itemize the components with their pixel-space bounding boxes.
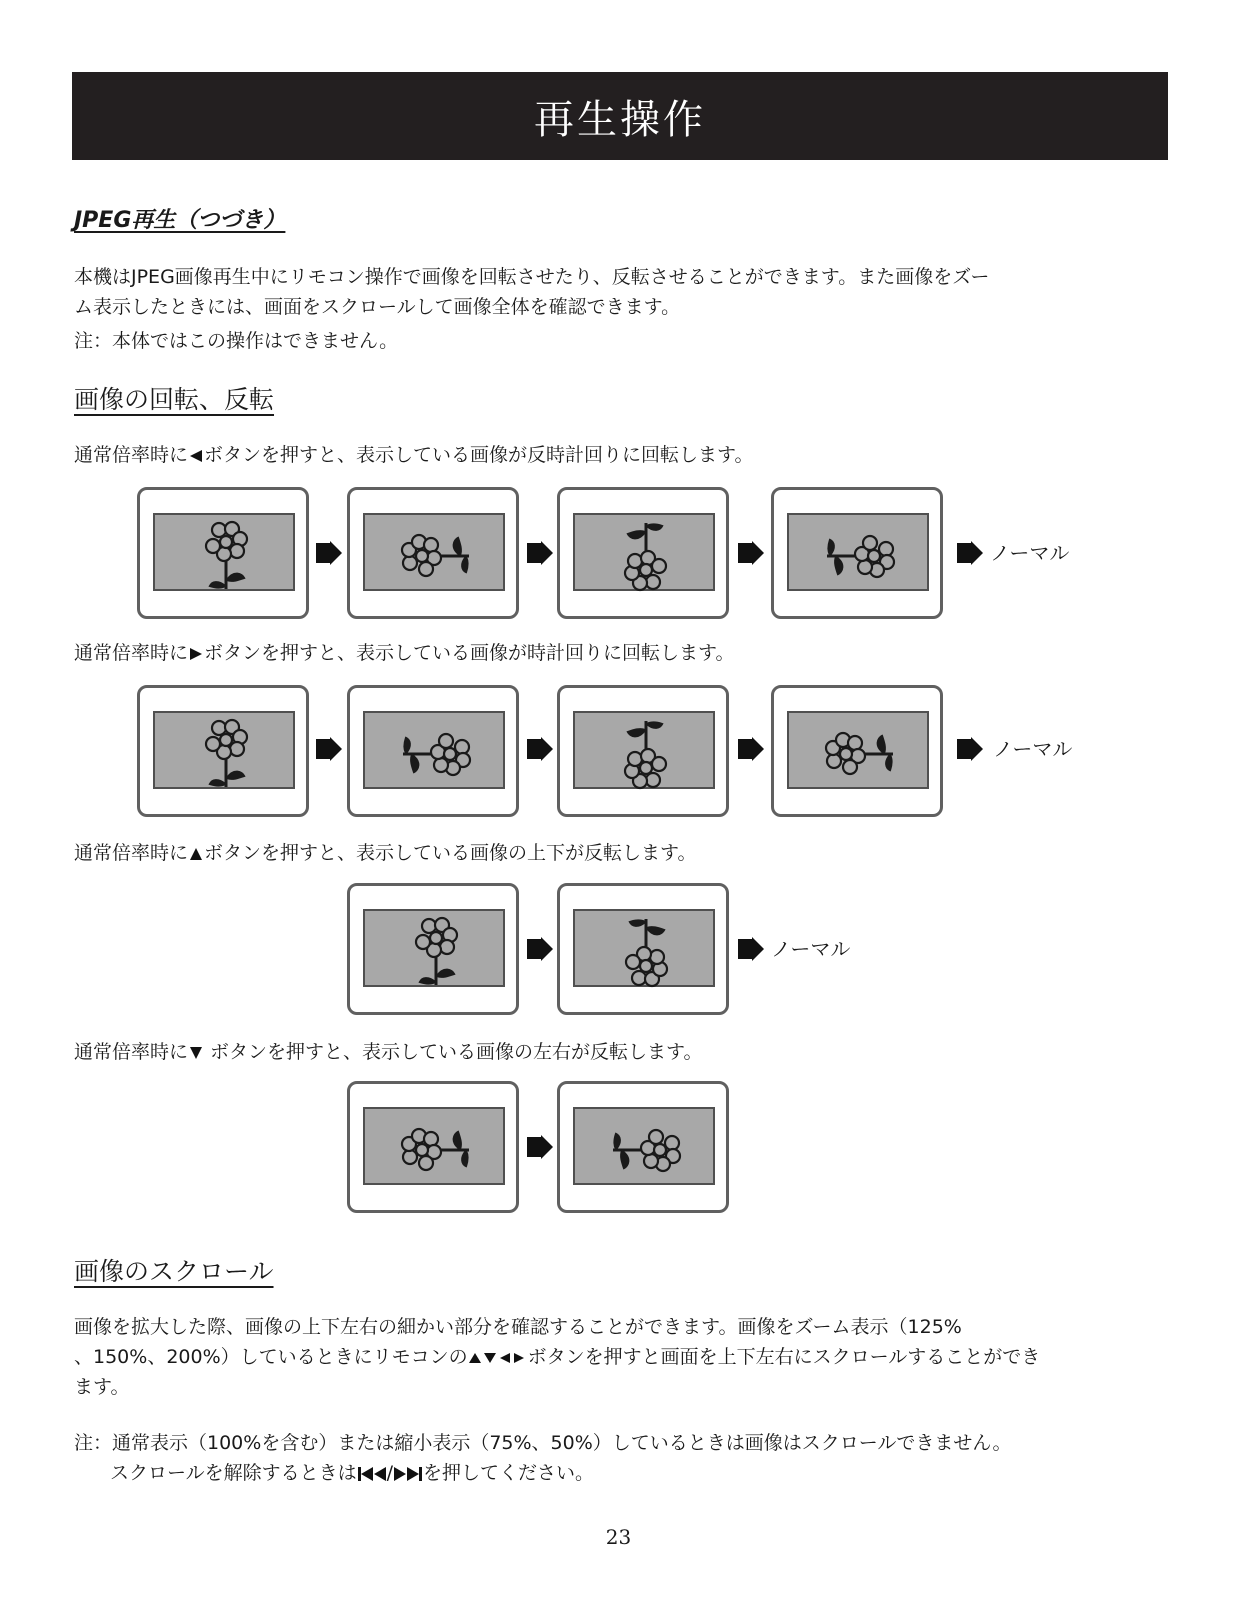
flower-rotated-ccw-icon [774,688,946,820]
right-arrow-icon [738,539,764,567]
scroll-line-after: ボタンを押すと画面を上下左右にスクロールすることができ [527,1346,1041,1368]
flip-vertical-sequence [0,883,1237,1023]
intro-paragraph [74,262,989,356]
rotate-heading: 画像の回転、反転 [74,385,275,414]
screen-panel [347,487,519,619]
normal-label: ノーマル [771,937,851,961]
normal-label: ノーマル [990,541,1070,565]
intro-note: 注：本体ではこの操作はできません。 [74,330,399,352]
right-arrow-icon [738,735,764,763]
rotate-right-text-before: 通常倍率時に [74,642,189,664]
flower-flipped-vertical-icon [560,886,732,1018]
flower-rotated-ccw-icon [350,490,522,622]
right-triangle-icon [188,646,204,662]
flower-rotated-cw-icon [350,688,522,820]
up-triangle-icon [188,846,204,862]
rotate-right-text [74,638,735,668]
flower-upright-icon [140,688,312,820]
page-title-banner [72,72,1168,160]
flip-horizontal-text [74,1037,703,1067]
flower-flipped-horizontal-icon [560,1084,732,1216]
rotate-left-text-before: 通常倍率時に [74,444,189,466]
direction-buttons-icon [468,1351,528,1365]
rotate-right-sequence [0,685,1237,825]
right-arrow-icon [316,539,342,567]
scroll-note-before: スクロールを解除するときは [110,1462,357,1484]
rotate-left-sequence [0,487,1237,627]
screen-panel [347,685,519,817]
right-arrow-icon [527,935,553,963]
screen-panel [347,883,519,1015]
right-arrow-icon [527,539,553,567]
screen-panel [557,883,729,1015]
rotate-left-text [74,440,754,470]
page-title: 再生操作 [534,96,706,143]
intro-line: ム表示したときには、画面をスクロールして画像全体を確認できます。 [74,296,681,318]
normal-label: ノーマル [993,737,1073,761]
down-triangle-icon [188,1045,204,1061]
scroll-note-after: を押してください。 [423,1462,595,1484]
right-arrow-icon [957,539,983,567]
page-number: 23 [605,1525,632,1549]
flower-rotated-cw-icon [774,490,946,622]
left-triangle-icon [188,448,204,464]
flower-upright-icon [140,490,312,622]
flower-upright-icon [350,886,522,1018]
screen-panel [557,685,729,817]
screen-panel [137,487,309,619]
screen-panel [771,685,943,817]
scroll-note-separator: / [386,1462,394,1484]
screen-panel [557,1081,729,1213]
flower-upside-down-icon [560,490,732,622]
scroll-line-before: 、150%、200%）しているときにリモコンの [74,1346,468,1368]
scroll-paragraph [74,1312,1040,1402]
flower-rotated-ccw-icon [350,1084,522,1216]
rotate-right-text-after: ボタンを押すと、表示している画像が時計回りに回転します。 [204,642,735,664]
right-arrow-icon [316,735,342,763]
flip-vertical-text [74,838,697,868]
next-track-icon [393,1466,423,1482]
section-subtitle: JPEG再生（つづき） [74,208,286,233]
scroll-line [74,1342,1040,1372]
scroll-line: 画像を拡大した際、画像の上下左右の細かい部分を確認することができます。画像をズーム表示（125% [74,1316,962,1338]
scroll-line: ます。 [74,1376,130,1398]
flower-upside-down-icon [560,688,732,820]
flip-horizontal-sequence [0,1081,1237,1221]
scroll-heading: 画像のスクロール [74,1257,274,1286]
scroll-note [74,1428,1012,1488]
right-arrow-icon [738,935,764,963]
screen-panel [137,685,309,817]
flip-vertical-text-before: 通常倍率時に [74,842,189,864]
right-arrow-icon [527,735,553,763]
previous-track-icon [357,1466,387,1482]
right-arrow-icon [957,735,983,763]
intro-line: 本機はJPEG画像再生中にリモコン操作で画像を回転させたり、反転させることができます。また画像をズー [74,266,990,288]
scroll-note-line: 注：通常表示（100%を含む）または縮小表示（75%、50%）しているときは画像はスクロールできません。 [74,1432,1012,1454]
screen-panel [557,487,729,619]
flip-horizontal-text-after: ボタンを押すと、表示している画像の左右が反転します。 [204,1041,703,1063]
right-arrow-icon [527,1133,553,1161]
scroll-note-line [74,1458,1012,1488]
screen-panel [771,487,943,619]
flip-horizontal-text-before: 通常倍率時に [74,1041,189,1063]
screen-panel [347,1081,519,1213]
flip-vertical-text-after: ボタンを押すと、表示している画像の上下が反転します。 [204,842,697,864]
rotate-left-text-after: ボタンを押すと、表示している画像が反時計回りに回転します。 [204,444,754,466]
